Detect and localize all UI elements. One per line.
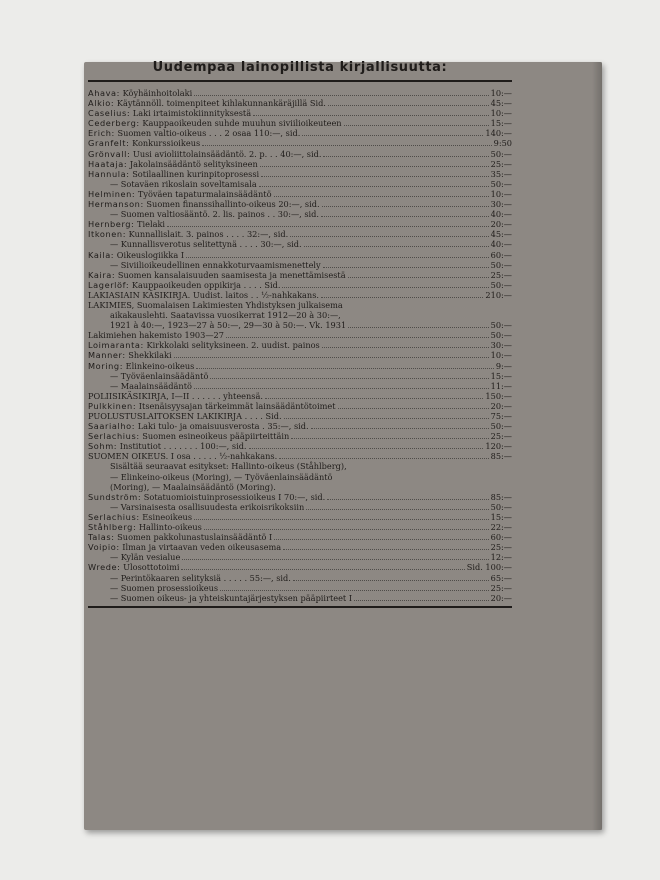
list-item bbox=[88, 290, 512, 300]
list-item-text: — Sotaväen rikoslain soveltamisala bbox=[110, 178, 257, 189]
list-item bbox=[88, 280, 512, 290]
dot-leader bbox=[261, 176, 488, 177]
list-item-price: 11:— bbox=[490, 380, 512, 391]
list-item-text: Oikeuslogiikka I bbox=[114, 249, 185, 260]
list-item-title bbox=[110, 472, 332, 482]
list-item-author: Caselius: bbox=[88, 108, 131, 119]
list-item-text: — Elinkeino-oikeus (Moring), — Työväenlainsäädäntö bbox=[110, 471, 333, 482]
list-item-title bbox=[88, 199, 320, 209]
list-item-title bbox=[110, 381, 192, 391]
list-item-text: Suomen pakkolunastuslainsäädäntö I bbox=[114, 532, 273, 543]
dot-leader bbox=[253, 115, 489, 116]
list-item-price: 15:— bbox=[490, 118, 512, 129]
list-item bbox=[88, 502, 512, 512]
list-item-text: Elinkeino-oikeus bbox=[123, 360, 195, 371]
list-item-author: Ahava: bbox=[88, 88, 121, 98]
list-item-price: 30:— bbox=[490, 340, 512, 351]
list-item bbox=[88, 522, 512, 532]
list-item-text: — Suomen prosessioikeus bbox=[110, 582, 219, 593]
dot-leader bbox=[322, 206, 489, 207]
dot-leader bbox=[279, 458, 488, 459]
list-item bbox=[88, 573, 512, 583]
list-item-price: 60:— bbox=[490, 532, 512, 543]
list-item bbox=[88, 189, 512, 199]
list-item-title bbox=[88, 512, 192, 522]
list-item-author: Hernberg: bbox=[88, 219, 135, 230]
dot-leader bbox=[210, 378, 488, 379]
list-item-title bbox=[88, 219, 165, 229]
list-item-title bbox=[88, 532, 272, 542]
dot-leader bbox=[202, 145, 491, 146]
list-item-text: Tielaki bbox=[134, 219, 166, 230]
list-item-title bbox=[88, 492, 325, 502]
list-item-text: SUOMEN OIKEUS. I osa . . . . . ½-nahkakans. bbox=[88, 451, 278, 462]
list-item-price: 50:— bbox=[490, 148, 512, 159]
list-item-title bbox=[110, 482, 276, 492]
dot-leader bbox=[311, 428, 489, 429]
list-item-text: LAKIASIAIN KÄSIKIRJA. Uudist. laitos . . ½-nahkakans. bbox=[88, 289, 320, 300]
list-item-title bbox=[110, 209, 319, 219]
list-item-price: 20:— bbox=[490, 592, 512, 603]
list-item-author: Pulkkinen: bbox=[88, 400, 137, 411]
dot-leader bbox=[174, 357, 489, 358]
list-item bbox=[88, 401, 512, 411]
list-item-price: 50:— bbox=[490, 501, 512, 512]
list-item-text: POLIISIKÄSIKIRJA, I—II . . . . . . yhteensä. bbox=[88, 390, 263, 401]
dot-leader bbox=[194, 95, 488, 96]
list-item-price: 65:— bbox=[490, 572, 512, 583]
list-item-text: Ulosottotoimi bbox=[120, 562, 180, 573]
list-item-author: Serlachius: bbox=[88, 511, 140, 522]
list-item-price: 22:— bbox=[490, 522, 512, 533]
list-item-price: 50:— bbox=[490, 178, 512, 189]
list-item bbox=[88, 340, 512, 350]
list-item-author: Serlachius: bbox=[88, 431, 140, 442]
list-item-price: 10:— bbox=[490, 88, 512, 98]
list-item-author: Talas: bbox=[88, 532, 115, 543]
dot-leader bbox=[194, 388, 489, 389]
list-item bbox=[88, 98, 512, 108]
list-item-title bbox=[88, 149, 321, 159]
list-item-price: 120:— bbox=[485, 441, 512, 452]
dot-leader bbox=[283, 549, 488, 550]
list-item-text: Köyhäinhoitolaki bbox=[120, 88, 193, 98]
list-item-title bbox=[88, 391, 263, 401]
list-item bbox=[88, 350, 512, 360]
list-item-title bbox=[88, 562, 179, 572]
list-item-price: 50:— bbox=[490, 259, 512, 270]
dot-leader bbox=[348, 277, 489, 278]
dot-leader bbox=[284, 418, 489, 419]
list-item-title bbox=[110, 310, 341, 320]
list-item bbox=[88, 219, 512, 229]
list-item-price: 150:— bbox=[485, 390, 512, 401]
list-item-text: LAKIMIES, Suomalaisen Lakimiesten Yhdistyksen julkaisema bbox=[88, 299, 343, 310]
list-item-text: Suomen kansalaisuuden saamisesta ja menettämisestä bbox=[115, 269, 346, 280]
list-item bbox=[88, 229, 512, 239]
list-item-text: (Moring), — Maalainsäädäntö (Moring). bbox=[110, 481, 276, 492]
dot-leader bbox=[327, 499, 488, 500]
list-item bbox=[88, 381, 512, 391]
list-item-price: 50:— bbox=[490, 320, 512, 331]
list-item-author: Sohm: bbox=[88, 441, 118, 452]
list-item-title bbox=[110, 371, 208, 381]
list-item-price: 9:50 bbox=[493, 138, 512, 149]
list-item-title bbox=[88, 138, 200, 148]
dot-leader bbox=[196, 368, 493, 369]
list-item bbox=[88, 593, 512, 603]
list-item-text: — Siviilioikeudellinen ennakkoturvaamismenettely bbox=[110, 259, 321, 270]
dot-leader bbox=[290, 236, 488, 237]
list-item-title bbox=[88, 300, 343, 310]
list-item bbox=[88, 199, 512, 209]
list-item bbox=[88, 300, 512, 310]
list-item-price: 35:— bbox=[490, 168, 512, 179]
dot-leader bbox=[293, 580, 489, 581]
list-heading: Uudempaa lainopillista kirjallisuutta: bbox=[88, 60, 512, 82]
list-item-title bbox=[110, 573, 291, 583]
list-item-title bbox=[88, 290, 319, 300]
list-item-author: Lagerlöf: bbox=[88, 279, 130, 290]
list-item-text: PUOLUSTUSLAITOKSEN LAKIKIRJA . . . . Sid. bbox=[88, 411, 282, 421]
dot-leader bbox=[181, 569, 464, 570]
list-item-text: — Kunnallisverotus selitettynä . . . . 30:—, sid. bbox=[110, 239, 302, 250]
dot-leader bbox=[282, 287, 488, 288]
list-item bbox=[88, 250, 512, 260]
list-item-title bbox=[88, 431, 289, 441]
list-item-price: 40:— bbox=[490, 209, 512, 220]
list-item-text: Kunnallislait. 3. painos . . . . 32:—, sid. bbox=[126, 229, 289, 240]
list-item bbox=[88, 320, 512, 330]
list-item-author: Haataja: bbox=[88, 158, 128, 169]
list-item-price: 25:— bbox=[490, 158, 512, 169]
list-item-price: 15:— bbox=[490, 370, 512, 381]
list-item-price: 210:— bbox=[485, 289, 512, 300]
list-item bbox=[88, 361, 512, 371]
list-item-author: Alkio: bbox=[88, 98, 115, 109]
list-item-text: Käytännöll. toimenpiteet kihlakunnankäräjillä Sid. bbox=[114, 98, 326, 109]
list-item-text: — Perintökaaren selityksiä . . . . . 55:—, sid. bbox=[110, 572, 291, 583]
dot-leader bbox=[323, 267, 489, 268]
list-item-price: 30:— bbox=[490, 199, 512, 210]
list-item-title bbox=[88, 421, 309, 431]
dot-leader bbox=[259, 186, 489, 187]
list-item-author: Kaira: bbox=[88, 269, 116, 280]
list-item-price: 75:— bbox=[490, 411, 512, 421]
list-item-price: 40:— bbox=[490, 239, 512, 250]
list-item-text: Shekkilaki bbox=[125, 350, 172, 361]
list-item-text: — Suomen valtiosääntö. 2. lis. painos . . 30:—, sid. bbox=[110, 209, 320, 220]
dot-leader bbox=[291, 438, 488, 439]
list-item-text: Sotilaallinen kurinpitoprosessi bbox=[129, 168, 260, 179]
list-item bbox=[88, 371, 512, 381]
list-item-author: Granfelt: bbox=[88, 138, 130, 149]
list-item-title bbox=[110, 552, 180, 562]
book-list-content bbox=[88, 60, 512, 608]
list-item-title bbox=[88, 361, 194, 371]
dot-leader bbox=[323, 156, 488, 157]
list-item bbox=[88, 179, 512, 189]
list-item-text: Kauppaoikeuden suhde muuhun siviilioikeuteen bbox=[139, 118, 342, 129]
list-item-price: 45:— bbox=[490, 229, 512, 240]
dot-leader bbox=[302, 135, 483, 136]
list-item bbox=[88, 138, 512, 148]
list-item-author: Wrede: bbox=[88, 562, 121, 573]
list-item-text: Kauppaoikeuden oppikirja . . . . Sid. bbox=[129, 279, 281, 290]
list-item-title bbox=[88, 350, 172, 360]
list-item-price: 9:— bbox=[495, 360, 512, 371]
list-item-price: 10:— bbox=[490, 350, 512, 361]
list-item bbox=[88, 441, 512, 451]
dot-leader bbox=[265, 398, 483, 399]
list-item-text: Työväen tapaturmalainsäädäntö bbox=[135, 188, 272, 199]
dot-leader bbox=[328, 105, 489, 106]
list-item bbox=[88, 391, 512, 401]
list-item bbox=[88, 88, 512, 98]
list-item-text: aikakauslehti. Saatavissa vuosikerrat 1912—20 à 30:—, bbox=[110, 310, 341, 321]
list-item-text: Laki irtaimistokiinnityksestä bbox=[130, 108, 252, 119]
dot-leader bbox=[306, 509, 488, 510]
list-item bbox=[88, 512, 512, 522]
dot-leader bbox=[321, 297, 483, 298]
list-item-price: 45:— bbox=[490, 98, 512, 109]
list-item-title bbox=[110, 461, 347, 471]
list-item bbox=[88, 552, 512, 562]
list-item bbox=[88, 451, 512, 461]
list-item-price: 50:— bbox=[490, 279, 512, 290]
list-item-author: Helminen: bbox=[88, 188, 136, 199]
list-item bbox=[88, 239, 512, 249]
list-item bbox=[88, 472, 512, 482]
list-item-author: Manner: bbox=[88, 350, 126, 361]
list-item-text: — Suomen oikeus- ja yhteiskuntajärjestyksen pääpiirteet I bbox=[110, 592, 353, 603]
list-item-title bbox=[88, 98, 326, 108]
list-item-title bbox=[88, 229, 288, 239]
list-item-text: Konkurssioikeus bbox=[129, 138, 201, 149]
list-item-text: Sisältää seuraavat esitykset: Hallinto-oikeus (Ståhlberg), bbox=[110, 461, 347, 472]
list-item bbox=[88, 310, 512, 320]
list-item-text: — Varsinaisesta osallisuudesta erikoisrikoksiin bbox=[110, 501, 305, 512]
dot-leader bbox=[344, 125, 489, 126]
list-item-title bbox=[110, 583, 218, 593]
list-item-text: — Maalainsäädäntö bbox=[110, 380, 192, 391]
list-item-title bbox=[88, 411, 282, 421]
dot-leader bbox=[348, 327, 488, 328]
list-item bbox=[88, 149, 512, 159]
list-item-title bbox=[110, 320, 346, 330]
list-item-text: Suomen valtio-oikeus . . . 2 osaa 110:—, sid. bbox=[114, 128, 301, 139]
list-item-title bbox=[88, 250, 184, 260]
list-item bbox=[88, 159, 512, 169]
list-item-author: Hannula: bbox=[88, 168, 130, 179]
list-item-text: Suomen esineoikeus pääpiirteittäin bbox=[139, 431, 290, 442]
book-list bbox=[88, 88, 512, 603]
list-item-price: 12:— bbox=[490, 552, 512, 563]
list-item-title bbox=[88, 401, 336, 411]
list-item-price: Sid. 100:— bbox=[466, 562, 512, 573]
list-item-text: Itsenäisyysajan tärkeimmät lainsäädäntötoimet bbox=[136, 400, 336, 411]
list-item-title bbox=[88, 270, 346, 280]
list-item-author: Cederberg: bbox=[88, 118, 140, 129]
list-item-title bbox=[88, 88, 192, 98]
list-item-text: Uusi avioliittolainsäädäntö. 2. p. . . 40:—, sid. bbox=[130, 148, 322, 159]
list-item-author: Ståhlberg: bbox=[88, 522, 137, 533]
dot-leader bbox=[220, 590, 489, 591]
list-item bbox=[88, 562, 512, 572]
list-item-text: Suomen finanssihallinto-oikeus 20:—, sid. bbox=[143, 199, 320, 210]
list-item bbox=[88, 169, 512, 179]
dot-leader bbox=[338, 408, 489, 409]
list-item-author: Moring: bbox=[88, 360, 124, 371]
list-item-price: 20:— bbox=[490, 400, 512, 411]
dot-leader bbox=[354, 600, 489, 601]
list-item-price: 25:— bbox=[490, 269, 512, 280]
list-item-author: Kaila: bbox=[88, 249, 115, 260]
list-item-price: 85:— bbox=[490, 451, 512, 462]
list-item-text: 1921 à 40:—, 1923—27 à 50:—, 29—30 à 50:—. Vk. 1931 bbox=[110, 320, 347, 331]
list-item bbox=[88, 270, 512, 280]
bottom-rule bbox=[88, 606, 512, 608]
list-item bbox=[88, 431, 512, 441]
list-item-text: Lakimiehen hakemisto 1903—27 bbox=[88, 330, 224, 341]
list-item-title bbox=[88, 189, 272, 199]
list-item-price: 20:— bbox=[490, 219, 512, 230]
list-item-title bbox=[88, 280, 280, 290]
list-item-title bbox=[110, 260, 321, 270]
list-item-title bbox=[88, 159, 258, 169]
list-item bbox=[88, 330, 512, 340]
list-item bbox=[88, 209, 512, 219]
list-item-price: 140:— bbox=[485, 128, 512, 139]
list-item-text: Hallinto-oikeus bbox=[136, 522, 202, 533]
list-item-price: 25:— bbox=[490, 542, 512, 553]
list-item-title bbox=[88, 108, 251, 118]
list-item-title bbox=[110, 502, 304, 512]
list-item-title bbox=[88, 441, 247, 451]
list-item bbox=[88, 108, 512, 118]
list-item-title bbox=[88, 451, 277, 461]
list-item-text: Sotatuomioistuinprosessioikeus I 70:—, sid. bbox=[141, 491, 326, 502]
list-item-title bbox=[110, 239, 302, 249]
list-item-title bbox=[88, 522, 202, 532]
list-item-price: 50:— bbox=[490, 421, 512, 432]
list-item bbox=[88, 492, 512, 502]
list-item-title bbox=[88, 542, 281, 552]
dot-leader bbox=[304, 246, 489, 247]
list-item-title bbox=[88, 340, 320, 350]
dot-leader bbox=[204, 529, 489, 530]
list-item-author: Voipio: bbox=[88, 542, 120, 553]
list-item-text: Jakolainsäädäntö selityksineen bbox=[127, 158, 258, 169]
dot-leader bbox=[321, 216, 489, 217]
list-item-author: Hermanson: bbox=[88, 199, 144, 210]
dot-leader bbox=[274, 539, 488, 540]
list-item-price: 85:— bbox=[490, 491, 512, 502]
list-item-price: 25:— bbox=[490, 431, 512, 442]
list-item bbox=[88, 542, 512, 552]
list-item bbox=[88, 461, 512, 471]
list-item bbox=[88, 583, 512, 593]
list-item-title bbox=[88, 128, 300, 138]
dot-leader bbox=[274, 196, 489, 197]
list-item bbox=[88, 482, 512, 492]
list-item bbox=[88, 421, 512, 431]
dot-leader bbox=[186, 257, 489, 258]
list-item-price: 10:— bbox=[490, 108, 512, 119]
dot-leader bbox=[249, 448, 484, 449]
list-item bbox=[88, 532, 512, 542]
list-item bbox=[88, 128, 512, 138]
list-item-text: Esineoikeus bbox=[139, 511, 193, 522]
list-item-price: 15:— bbox=[490, 511, 512, 522]
list-item-author: Itkonen: bbox=[88, 229, 127, 240]
list-item-title bbox=[88, 330, 224, 340]
list-item-price: 25:— bbox=[490, 582, 512, 593]
list-item-author: Erich: bbox=[88, 128, 115, 139]
dot-leader bbox=[322, 347, 489, 348]
list-item-text: Institutiot . . . . . . . 100:—, sid. bbox=[117, 441, 247, 452]
list-item-title bbox=[110, 593, 352, 603]
list-item bbox=[88, 260, 512, 270]
list-item-author: Grönvall: bbox=[88, 148, 131, 159]
list-item-text: — Kylän vesialue bbox=[110, 552, 181, 563]
dot-leader bbox=[226, 337, 489, 338]
list-item-price: 60:— bbox=[490, 249, 512, 260]
list-item-title bbox=[88, 169, 259, 179]
dot-leader bbox=[194, 519, 489, 520]
list-item bbox=[88, 118, 512, 128]
list-item-title bbox=[110, 179, 257, 189]
list-item-price: 50:— bbox=[490, 330, 512, 341]
list-item-text: — Työväenlainsäädäntö bbox=[110, 370, 209, 381]
list-item-author: Loimaranta: bbox=[88, 340, 144, 351]
list-item-text: Ilman ja virtaavan veden oikeusasema bbox=[119, 542, 282, 553]
list-item-text: Laki tulo- ja omaisuusverosta . 35:—, sid. bbox=[135, 421, 309, 432]
dot-leader bbox=[182, 559, 488, 560]
list-item-title bbox=[88, 118, 342, 128]
list-item-author: Saarialho: bbox=[88, 421, 136, 432]
list-item-text: Kirkkolaki selityksineen. 2. uudist. painos bbox=[143, 340, 320, 351]
list-item-author: Sundström: bbox=[88, 491, 142, 502]
dot-leader bbox=[167, 226, 489, 227]
list-item bbox=[88, 411, 512, 421]
dot-leader bbox=[260, 166, 489, 167]
list-item-price: 10:— bbox=[490, 188, 512, 199]
